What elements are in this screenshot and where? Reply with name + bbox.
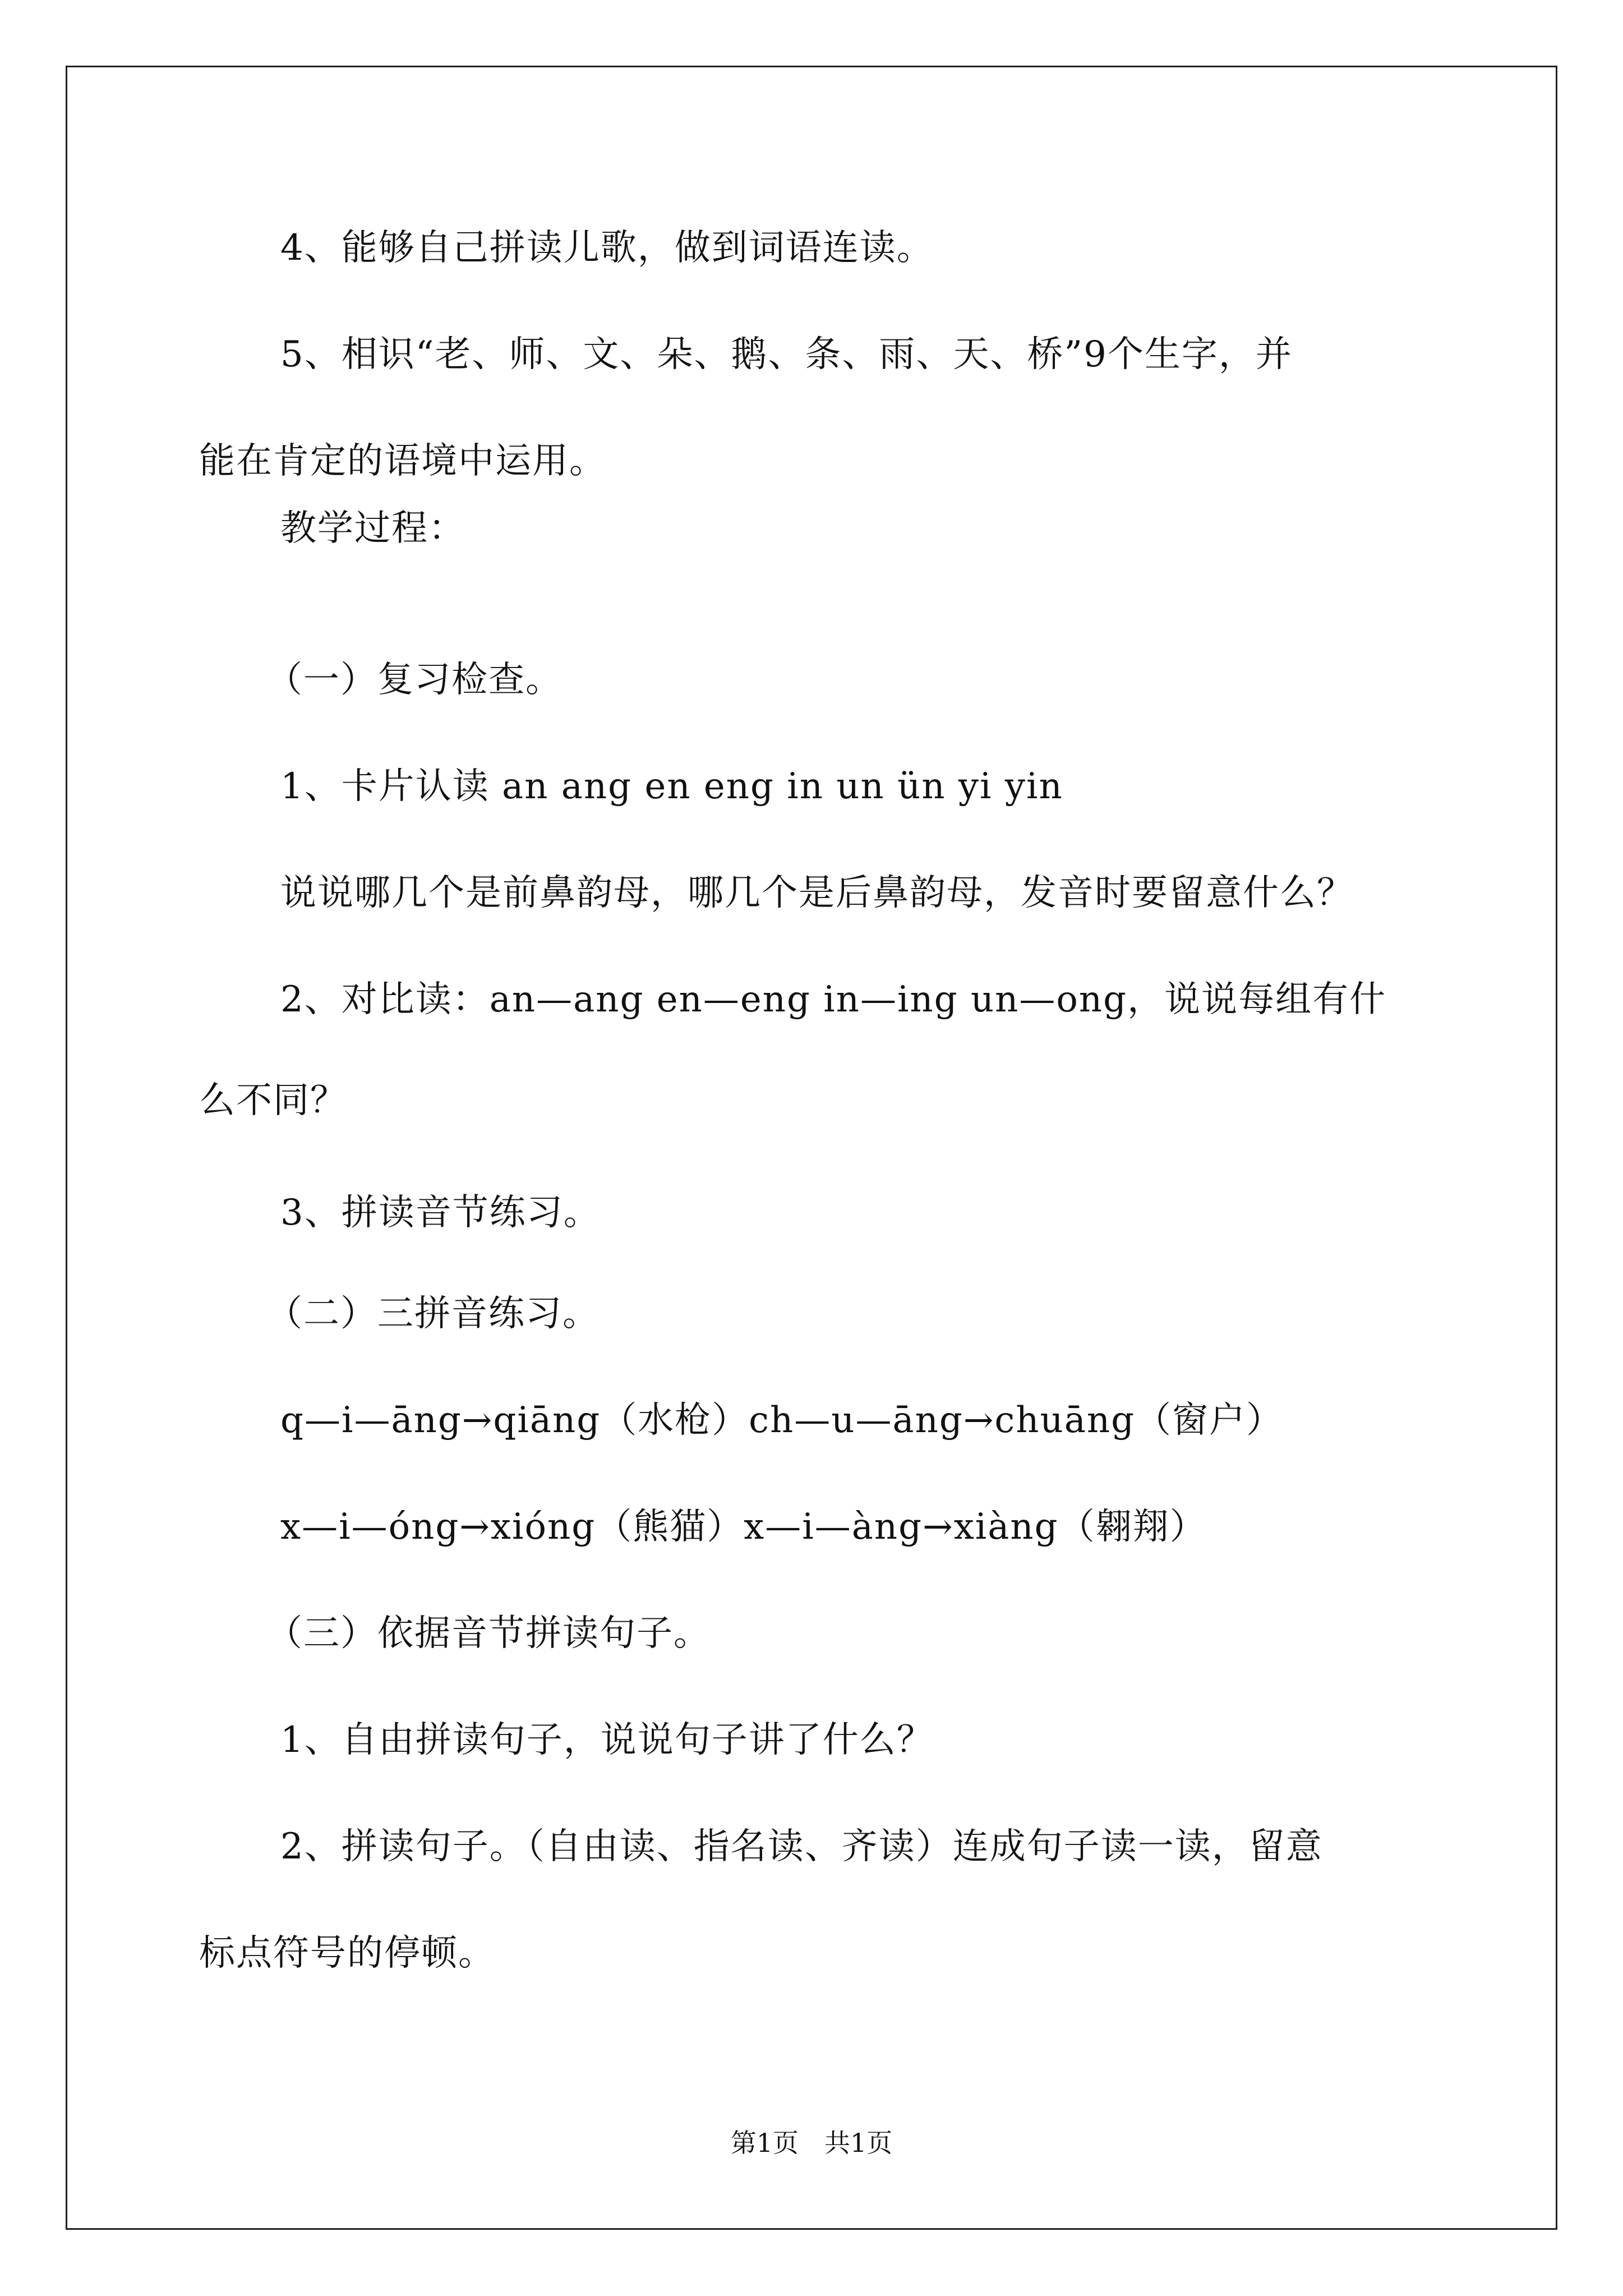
text-line: 标点符号的停顿。 <box>199 1932 495 1974</box>
page-footer: 第1页 共1页 <box>730 2128 893 2158</box>
section-heading: 教学过程： <box>280 508 465 549</box>
section-heading: （三）依据音节拼读句子。 <box>266 1613 711 1654</box>
text-line: x—i—óng→xióng（熊猫）x—i—àng→xiàng（翱翔） <box>280 1506 1207 1548</box>
text-line: 3、拼读音节练习。 <box>280 1192 601 1234</box>
text-line: 4、能够自己拼读儿歌，做到词语连读。 <box>280 227 934 269</box>
text-line: 说说哪几个是前鼻韵母，哪几个是后鼻韵母，发音时要留意什么？ <box>280 872 1354 914</box>
section-heading: （一）复习检查。 <box>266 659 562 701</box>
text-line: 么不同？ <box>199 1080 347 1121</box>
text-line: q—i—āng→qiāng（水枪）ch—u—āng→chuāng（窗户） <box>280 1400 1284 1441</box>
page-border <box>66 66 1557 2230</box>
text-line: 能在肯定的语境中运用。 <box>199 440 606 482</box>
section-heading: （二）三拼音练习。 <box>266 1293 600 1335</box>
text-line: 1、卡片认读 an ang en eng in un ün yi yin <box>280 766 1063 807</box>
text-line: 2、拼读句子。（自由读、指名读、齐读）连成句子读一读，留意 <box>280 1826 1323 1867</box>
text-line: 2、对比读：an—ang en—eng in—ing un—ong，说说每组有什 <box>280 979 1387 1020</box>
text-line: 1、自由拼读句子，说说句子讲了什么？ <box>280 1719 934 1761</box>
text-line: 5、相识“老、师、文、朵、鹅、条、雨、天、桥”9个生字，并 <box>280 334 1293 375</box>
